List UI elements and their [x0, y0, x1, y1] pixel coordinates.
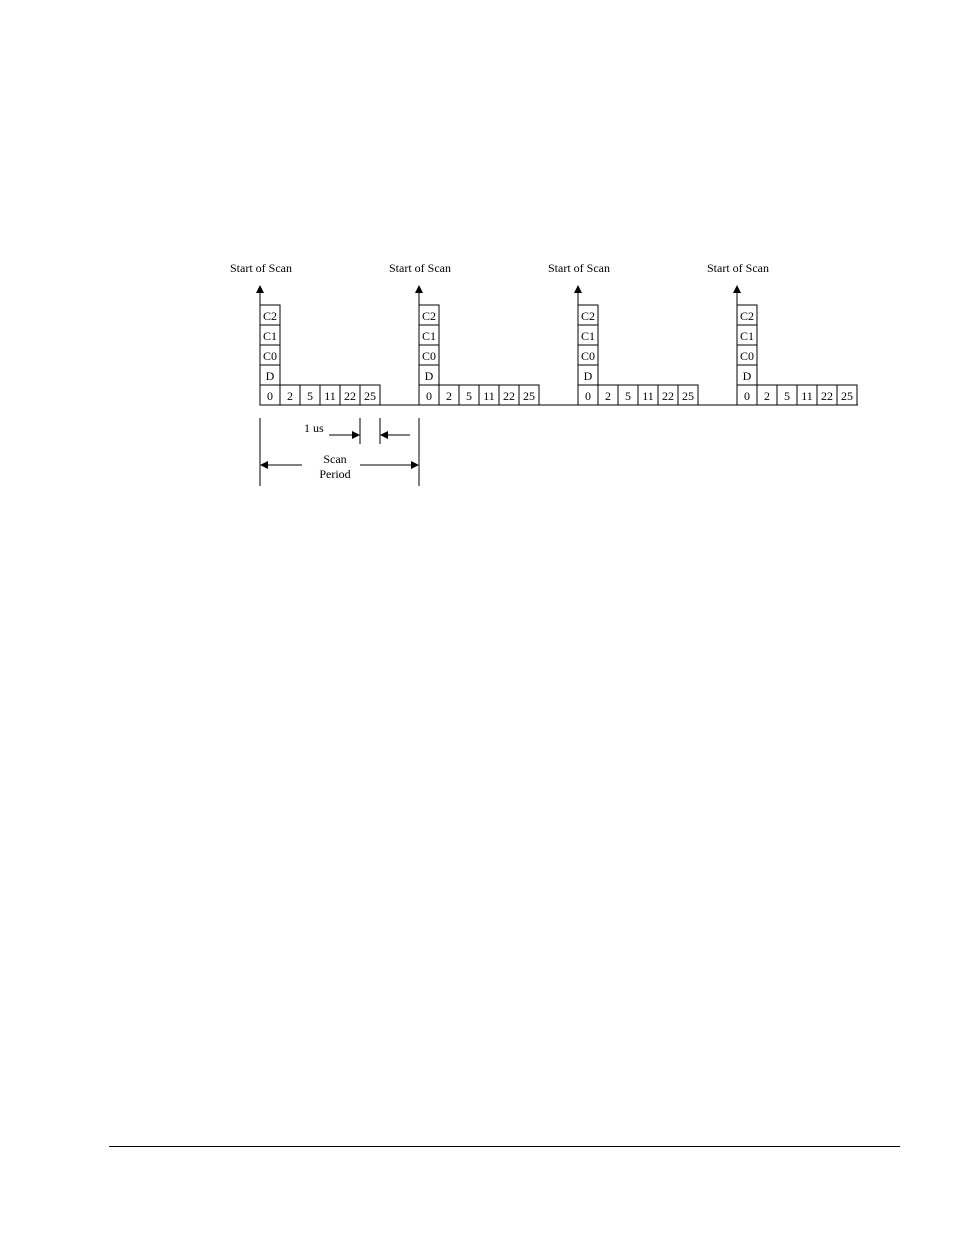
time-slot-label: 25	[364, 389, 376, 403]
time-slot-label: 22	[821, 389, 833, 403]
time-slot-label: 25	[841, 389, 853, 403]
channel-cell-label: D	[265, 369, 275, 383]
time-slot-label: 11	[642, 389, 654, 403]
time-slot-label: 22	[662, 389, 674, 403]
channel-cell-label: C2	[580, 309, 596, 323]
start-of-scan-label: Start of Scan	[230, 261, 292, 275]
channel-cell-label: C0	[262, 349, 278, 363]
channel-cell-label: C2	[739, 309, 755, 323]
time-slot-label: 0	[426, 389, 432, 403]
time-slot-label: 22	[503, 389, 515, 403]
channel-cell-label: C2	[262, 309, 278, 323]
interval-label: 1 us	[304, 421, 324, 435]
channel-cell-label: C2	[421, 309, 437, 323]
channel-cell-label: C0	[580, 349, 596, 363]
channel-cell-label: D	[583, 369, 593, 383]
time-slot-label: 11	[483, 389, 495, 403]
time-slot-label: 0	[744, 389, 750, 403]
time-slot-label: 11	[801, 389, 813, 403]
time-slot-label: 11	[324, 389, 336, 403]
channel-cell-label: C0	[739, 349, 755, 363]
time-slot-label: 2	[446, 389, 452, 403]
time-slot-label: 2	[764, 389, 770, 403]
scan-group	[707, 261, 857, 405]
scan-group	[389, 261, 539, 405]
time-slot-label: 0	[585, 389, 591, 403]
start-of-scan-label: Start of Scan	[389, 261, 451, 275]
scan-group	[548, 261, 698, 405]
scan-group	[230, 261, 380, 405]
channel-cell-label: D	[742, 369, 752, 383]
channel-cell-label: C1	[739, 329, 755, 343]
time-slot-label: 5	[784, 389, 790, 403]
time-slot-label: 25	[682, 389, 694, 403]
channel-cell-label: C1	[262, 329, 278, 343]
period-label-line2: Period	[319, 467, 351, 481]
start-of-scan-label: Start of Scan	[707, 261, 769, 275]
time-slot-label: 5	[307, 389, 313, 403]
start-of-scan-label: Start of Scan	[548, 261, 610, 275]
time-slot-label: 2	[287, 389, 293, 403]
time-slot-label: 5	[625, 389, 631, 403]
time-slot-label: 22	[344, 389, 356, 403]
channel-cell-label: D	[424, 369, 434, 383]
time-slot-label: 5	[466, 389, 472, 403]
time-slot-label: 25	[523, 389, 535, 403]
channel-cell-label: C1	[580, 329, 596, 343]
time-slot-label: 0	[267, 389, 273, 403]
period-label-line1: Scan	[323, 452, 347, 466]
time-slot-label: 2	[605, 389, 611, 403]
channel-cell-label: C0	[421, 349, 437, 363]
channel-cell-label: C1	[421, 329, 437, 343]
footer-rule	[109, 1146, 900, 1147]
